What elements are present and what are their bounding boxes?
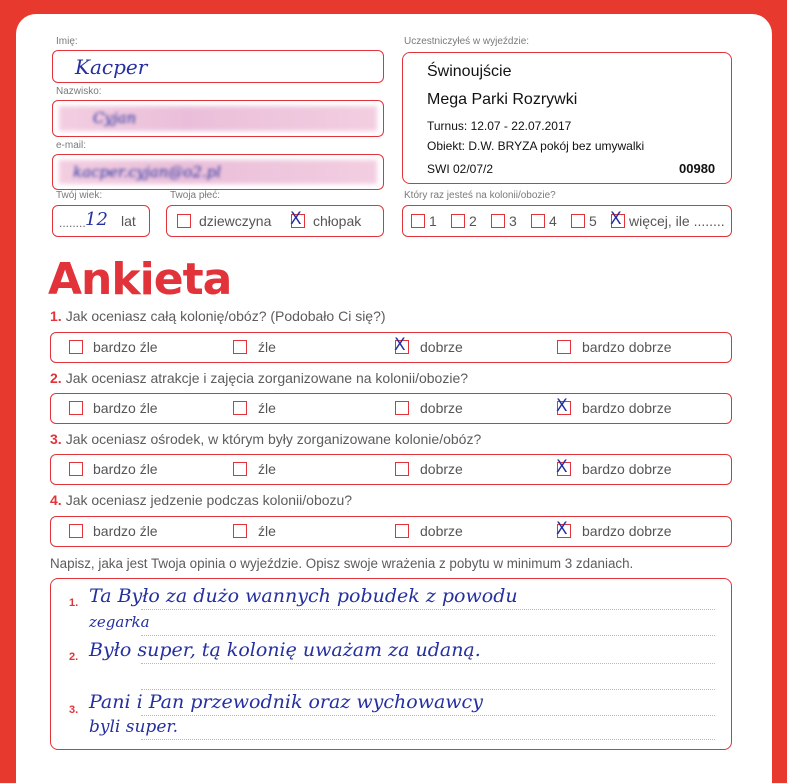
- question-2: [50, 370, 468, 386]
- count-4-checkbox[interactable]: [531, 214, 545, 228]
- question-1: [50, 308, 386, 324]
- answer-1-line-2: zegarka: [89, 613, 150, 631]
- q4-bardzo-dobrze-checkbox[interactable]: [556, 519, 571, 539]
- trip-code: SWI 02/07/2: [427, 162, 494, 176]
- count-2-checkbox[interactable]: [451, 214, 465, 228]
- q3-zle-checkbox[interactable]: [233, 462, 247, 476]
- question-1-text: Jak oceniasz całą kolonię/obóz? (Podobało Ci się?): [65, 308, 386, 324]
- sex-boy-label: chłopak: [313, 213, 362, 229]
- q4-bardzo-dobrze-mark: X: [556, 519, 568, 539]
- q1-bardzo-dobrze-checkbox[interactable]: [557, 340, 571, 354]
- answer-2: Było super, tą kolonię uważam za udaną.: [89, 639, 481, 661]
- question-1-options: [50, 332, 732, 363]
- count-field: [402, 205, 732, 237]
- q1-dobrze-checkbox[interactable]: [394, 335, 409, 355]
- name-value: Kacper: [75, 55, 148, 79]
- age-field[interactable]: [52, 205, 150, 237]
- name-field[interactable]: [52, 50, 384, 83]
- question-2-number: 2.: [50, 370, 62, 386]
- question-3: [50, 431, 481, 447]
- opinion-line-2: [141, 635, 715, 636]
- q3-bardzo-dobrze-mark: X: [556, 457, 568, 477]
- count-3-checkbox[interactable]: [491, 214, 505, 228]
- count-more-mark: X: [610, 209, 622, 229]
- sex-field: [166, 205, 384, 237]
- count-more-label: więcej, ile ........: [629, 213, 725, 229]
- surname-field[interactable]: [52, 100, 384, 137]
- name-label: Imię:: [56, 36, 78, 47]
- question-4-text: Jak oceniasz jedzenie podczas kolonii/obozu?: [65, 492, 353, 508]
- count-label: Który raz jesteś na kolonii/obozie?: [404, 190, 556, 201]
- trip-obiekt: Obiekt: D.W. BRYZA pokój bez umywalki: [427, 139, 645, 153]
- q2-bardzo-dobrze-mark: X: [556, 396, 568, 416]
- q4-dobrze-label: dobrze: [420, 523, 463, 539]
- surname-value: Cyjan: [93, 109, 137, 127]
- sex-girl-label: dziewczyna: [199, 213, 272, 229]
- opinion-area[interactable]: [50, 578, 732, 750]
- opinion-number-3: 3.: [69, 704, 79, 716]
- question-4-options: [50, 516, 732, 547]
- email-label: e-mail:: [56, 140, 87, 151]
- answer-3-line-1: Pani i Pan przewodnik oraz wychowawcy: [89, 691, 483, 713]
- q4-zle-checkbox[interactable]: [233, 524, 247, 538]
- count-5-label: 5: [589, 213, 597, 229]
- question-4-number: 4.: [50, 492, 62, 508]
- surname-label: Nazwisko:: [56, 86, 102, 97]
- sex-boy-checkbox[interactable]: [290, 209, 305, 229]
- question-1-number: 1.: [50, 308, 62, 324]
- q2-bardzo-zle-checkbox[interactable]: [69, 401, 83, 415]
- count-2-label: 2: [469, 213, 477, 229]
- q3-bardzo-dobrze-label: bardzo dobrze: [582, 461, 672, 477]
- q1-dobrze-label: dobrze: [420, 339, 463, 355]
- opinion-line-1: [141, 609, 715, 610]
- q2-zle-checkbox[interactable]: [233, 401, 247, 415]
- opinion-line-5: [141, 715, 715, 716]
- q2-dobrze-checkbox[interactable]: [395, 401, 409, 415]
- q3-dobrze-label: dobrze: [420, 461, 463, 477]
- sex-girl-checkbox[interactable]: [177, 214, 191, 228]
- question-2-options: [50, 393, 732, 424]
- q1-zle-checkbox[interactable]: [233, 340, 247, 354]
- trip-label: Uczestniczyłeś w wyjeździe:: [404, 36, 530, 47]
- trip-turnus: Turnus: 12.07 - 22.07.2017: [427, 119, 572, 133]
- q4-bardzo-dobrze-label: bardzo dobrze: [582, 523, 672, 539]
- q4-zle-label: źle: [258, 523, 276, 539]
- question-3-text: Jak oceniasz ośrodek, w którym były zorganizowane kolonie/obóz?: [65, 431, 482, 447]
- opinion-line-4: [141, 689, 715, 690]
- answer-1-line-1: Ta Było za dużo wannych pobudek z powodu: [89, 585, 518, 607]
- question-3-options: [50, 454, 732, 485]
- q1-zle-label: źle: [258, 339, 276, 355]
- opinion-line-6: [141, 739, 715, 740]
- q1-bardzo-zle-label: bardzo źle: [93, 339, 158, 355]
- q1-bardzo-dobrze-label: bardzo dobrze: [582, 339, 672, 355]
- q3-bardzo-zle-label: bardzo źle: [93, 461, 158, 477]
- count-1-checkbox[interactable]: [411, 214, 425, 228]
- email-field[interactable]: [52, 154, 384, 190]
- question-2-text: Jak oceniasz atrakcje i zajęcia zorganizowane na kolonii/obozie?: [65, 370, 469, 386]
- q2-bardzo-dobrze-label: bardzo dobrze: [582, 400, 672, 416]
- question-4: [50, 492, 352, 508]
- q4-bardzo-zle-checkbox[interactable]: [69, 524, 83, 538]
- email-value: kacper.cyjan@o2.pl: [73, 163, 222, 181]
- age-label: Twój wiek:: [56, 190, 103, 201]
- trip-city: Świnoujście: [427, 63, 512, 80]
- q2-bardzo-dobrze-checkbox[interactable]: [556, 396, 571, 416]
- opinion-prompt: Napisz, jaka jest Twoja opinia o wyjeździe. Opisz swoje wrażenia z pobytu w minimum 3 zdaniach.: [50, 556, 634, 571]
- opinion-number-1: 1.: [69, 597, 79, 609]
- opinion-number-2: 2.: [69, 651, 79, 663]
- q1-dobrze-mark: X: [394, 335, 406, 355]
- count-4-label: 4: [549, 213, 557, 229]
- q2-bardzo-zle-label: bardzo źle: [93, 400, 158, 416]
- opinion-line-3: [141, 663, 715, 664]
- trip-number: 00980: [679, 161, 716, 176]
- trip-program: Mega Parki Rozrywki: [427, 91, 578, 108]
- q3-bardzo-dobrze-checkbox[interactable]: [556, 457, 571, 477]
- age-value: 12: [85, 209, 108, 230]
- count-5-checkbox[interactable]: [571, 214, 585, 228]
- survey-title: Ankieta: [48, 254, 232, 305]
- q4-dobrze-checkbox[interactable]: [395, 524, 409, 538]
- q2-zle-label: źle: [258, 400, 276, 416]
- q2-dobrze-label: dobrze: [420, 400, 463, 416]
- trip-info-box: [402, 52, 732, 184]
- answer-3-line-2: byli super.: [89, 717, 179, 737]
- question-3-number: 3.: [50, 431, 62, 447]
- q3-dobrze-checkbox[interactable]: [395, 462, 409, 476]
- age-unit: lat: [121, 213, 136, 229]
- age-dots: ........: [59, 216, 86, 230]
- q3-bardzo-zle-checkbox[interactable]: [69, 462, 83, 476]
- q1-bardzo-zle-checkbox[interactable]: [69, 340, 83, 354]
- count-more-checkbox[interactable]: [610, 209, 625, 229]
- q3-zle-label: źle: [258, 461, 276, 477]
- count-3-label: 3: [509, 213, 517, 229]
- count-1-label: 1: [429, 213, 437, 229]
- sex-boy-mark: X: [290, 209, 302, 229]
- sex-label: Twoja płeć:: [170, 190, 221, 201]
- q4-bardzo-zle-label: bardzo źle: [93, 523, 158, 539]
